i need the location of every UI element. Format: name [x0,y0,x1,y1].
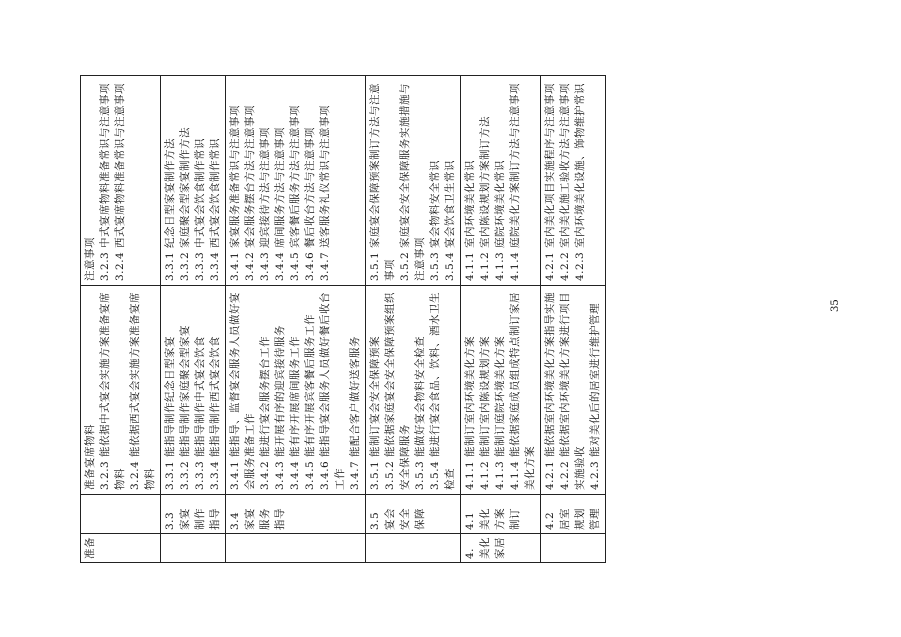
skill-requirements-cell [81,286,161,495]
occupation-function-cell [161,534,226,563]
related-knowledge-cell [541,76,606,286]
standards-table [80,75,606,563]
cell-line: 3.4.1 能指导、监督宴会服务人员做好宴会服务准备工作 [229,291,256,490]
cell-line: 3.3.3 能指导制作中式宴会饮食 [194,335,206,490]
cell-line: 3.5.3 宴会物料安全常识 [429,159,441,281]
work-content-cell: 4.2 居室规划管理 [541,495,606,534]
cell-line: 3.3.4 西式宴会饮食制作常识 [209,137,221,281]
cell-line: 注意事项 [84,237,96,281]
cell-line: 3.3.2 能指导制作家庭聚会型家宴 [179,324,191,490]
cell-line: 3.3.1 纪念日型家宴制作方法 [164,137,176,281]
cell-line: 4.2.2 室内美化施工验收方法与注意事项 [559,82,571,281]
table-row [461,76,541,563]
related-knowledge-cell [226,76,366,286]
cell-line: 3.5.3 能做好宴会物料安全检查 [414,335,426,490]
work-content-cell: 3.4 家宴服务指导 [226,495,366,534]
cell-line: 3.3.2 家庭聚会型家宴制作方法 [179,126,191,281]
skill-requirements-cell [541,286,606,495]
cell-line: 3.5.4 能进行宴会食品、饮料、酒水卫生检查 [429,291,456,490]
cell-line: 准备宴席物料 [84,424,96,490]
skill-requirements-cell [161,286,226,495]
cell-line: 4.1.4 庭院美化方案制订方法与注意事项 [509,82,521,281]
cell-line: 3.2.4 能依据西式宴会实施方案准备宴席物料 [129,291,156,490]
cell-line: 4.2.1 能依据室内环境美化方案指导实施 [544,291,556,490]
cell-line: 3.5.1 家庭宴会保障预案制订方法与注意事项 [369,82,396,281]
cell-line: 4.1.2 能制订室内陈设规划方案 [479,335,491,490]
skill-requirements-cell [226,286,366,495]
table-row [541,76,606,563]
cell-line: 4.1.1 能制订室内环境美化方案 [464,335,476,490]
table-row [226,76,366,563]
cell-line: 3.4.2 能进行宴会服务摆台工作 [259,335,271,490]
cell-line: 3.4.7 能配合客户做好送客服务 [349,335,361,490]
cell-line: 3.4.1 家宴服务准备常识与注意事项 [229,104,241,281]
skill-requirements-cell [366,286,461,495]
cell-line: 3.3.1 能指导制作纪念日型家宴 [164,335,176,490]
cell-line: 3.4.3 迎宾接待方法与注意事项 [259,126,271,281]
cell-line: 4.2.2 能依据室内环境美化方案进行项目实施验收 [559,291,586,490]
related-knowledge-cell [461,76,541,286]
cell-line: 3.4.7 送客服务礼仪常识与注意事项 [319,104,331,281]
cell-line: 3.4.5 能有序开展宾客餐后服务工作 [304,313,316,490]
cell-line: 4.1.1 室内环境美化常识 [464,159,476,281]
related-knowledge-cell [81,76,161,286]
occupation-function-cell: 准备 [81,534,161,563]
cell-line: 3.4.6 餐后收台方法与注意事项 [304,126,316,281]
work-content-cell: 4.1 美化方案制订 [461,495,541,534]
cell-line: 3.3.3 中式宴会饮食制作常识 [194,137,206,281]
related-knowledge-cell [366,76,461,286]
cell-line: 4.2.3 能对美化后的居室进行维护管理 [589,302,601,490]
cell-line: 3.5.2 能依据家庭宴会安全保障预案组织安全保障服务 [384,291,411,490]
table-row [161,76,226,563]
table-row [81,76,161,563]
related-knowledge-cell [161,76,226,286]
occupation-function-cell [226,534,366,563]
occupation-function-cell [541,534,606,563]
cell-line: 3.5.1 能制订宴会安全保障预案 [369,335,381,490]
cell-line: 3.4.2 宴会服务摆台方法与注意事项 [244,104,256,281]
rotated-table-container [80,80,820,563]
cell-line: 4.2.1 室内美化项目实施程序与注意事项 [544,82,556,281]
cell-line: 4.1.4 能依据家庭成员组成特点制订家居美化方案 [509,291,536,490]
cell-line: 3.2.3 能依据中式宴会实施方案准备宴席物料 [99,291,126,490]
cell-line: 4.2.3 室内环境美化设施、饰物维护常识 [574,82,586,281]
work-content-cell [81,495,161,534]
cell-line: 4.1.3 庭院环境美化常识 [494,159,506,281]
table-row [366,76,461,563]
cell-line: 3.5.4 宴会饮食卫生常识 [444,159,456,281]
work-content-cell: 3.3 家宴制作指导 [161,495,226,534]
cell-line: 3.5.2 家庭宴会安全保障服务实施措施与注意事项 [399,82,426,281]
cell-line: 4.1.3 能制订庭院环境美化方案 [494,335,506,490]
skill-requirements-cell [461,286,541,495]
page-number: 35 [830,299,841,312]
cell-line: 3.4.4 能有序开展席间服务工作 [289,335,301,490]
cell-line: 3.4.5 宾客餐后服务方法与注意事项 [289,104,301,281]
cell-line: 3.4.6 能指导宴会服务人员做好餐后收台工作 [319,291,346,490]
occupation-function-cell: 4. 美化家居 [461,534,541,563]
occupation-function-cell [366,534,461,563]
cell-line: 3.4.3 能开展有序的迎宾接待服务 [274,324,286,490]
cell-line: 3.2.4 西式宴席物料准备常识与注意事项 [114,82,126,281]
work-content-cell: 3.5 宴会安全保障 [366,495,461,534]
cell-line: 3.4.4 席间服务方法与注意事项 [274,126,286,281]
cell-line: 3.2.3 中式宴席物料准备常识与注意事项 [99,82,111,281]
cell-line: 3.3.4 能指导制作西式宴会饮食 [209,335,221,490]
cell-line: 4.1.2 室内陈设规划方案制订方法 [479,115,491,281]
